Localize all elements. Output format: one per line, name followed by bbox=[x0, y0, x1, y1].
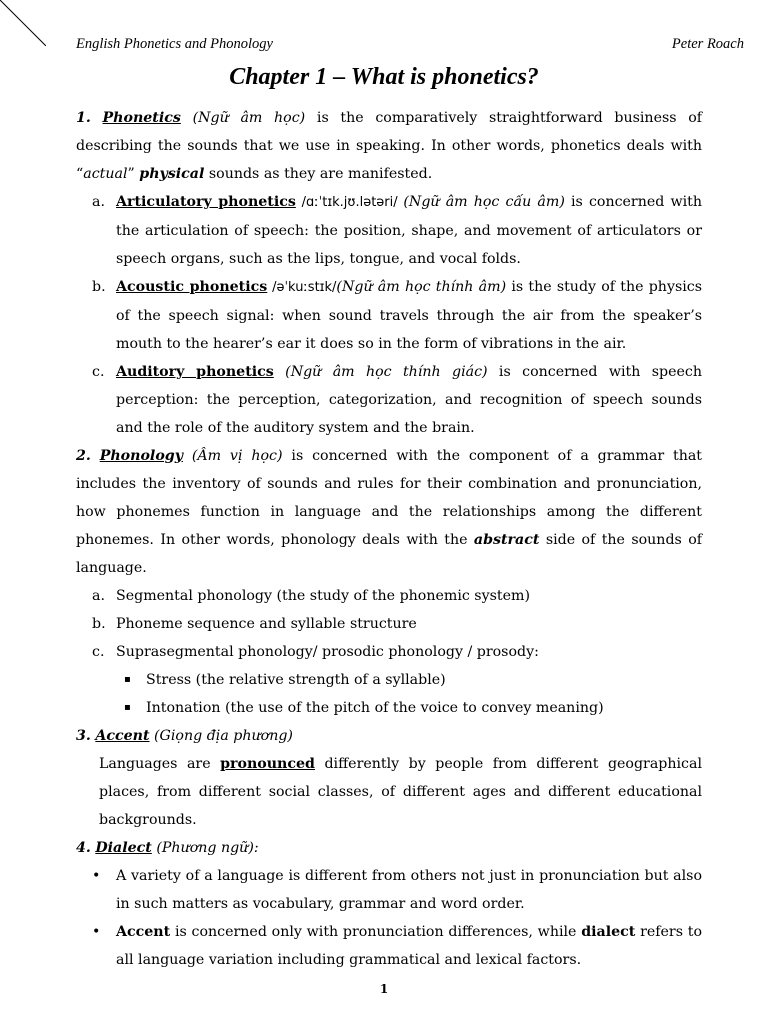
emphasis-accent: Accent bbox=[116, 924, 171, 940]
vietnamese-gloss: (Giọng địa phương) bbox=[149, 728, 293, 744]
ipa-transcription: /əˈkuːstɪk/ bbox=[267, 280, 337, 295]
term-accent: Accent bbox=[95, 728, 150, 744]
body-text: differently by people from different geographical places, from different social classes, of different ages and different educational backgrounds. bbox=[99, 756, 702, 828]
body-text: A variety of a language is different from others not just in pronunciation but also in such matters as vocabulary, grammar and word order. bbox=[116, 868, 702, 912]
page-number: 1 bbox=[379, 982, 389, 996]
body-text: Intonation (the use of the pitch of the voice to convey meaning) bbox=[146, 700, 604, 716]
emphasis-abstract: abstract bbox=[473, 532, 540, 548]
emphasis-pronounced: pronounced bbox=[220, 756, 315, 772]
body-text: refers to all language variation including grammatical and lexical factors. bbox=[116, 924, 702, 968]
list-item-auditory bbox=[76, 358, 702, 442]
body-text: Phoneme sequence and syllable structure bbox=[116, 616, 417, 632]
body-text: ” bbox=[127, 166, 140, 182]
sub-item-intonation bbox=[76, 694, 702, 722]
term-phonetics: Phonetics bbox=[102, 110, 181, 126]
term-acoustic-phonetics: Acoustic phonetics bbox=[116, 279, 268, 295]
list-item-acoustic bbox=[76, 273, 702, 358]
section-number: 2. bbox=[76, 448, 91, 464]
body-text: is concerned with the articulation of speech: the position, shape, and movement of articulators or speech organs, such as the lips, tongue, and vocal folds. bbox=[116, 194, 702, 267]
vietnamese-gloss: (Ngữ âm học) bbox=[192, 110, 306, 126]
body-text: is concerned with the component of a grammar that includes the inventory of sounds and rules for their combination and pronunciation, how phonemes function in language and the relationships among the different phonemes. In other words, phonology deals with the bbox=[76, 448, 703, 548]
body-text: Languages are bbox=[99, 756, 221, 772]
list-marker: b. bbox=[92, 279, 106, 295]
body-text: Suprasegmental phonology/ prosodic phonology / prosody: bbox=[116, 644, 539, 660]
bullet-item-variety bbox=[76, 862, 702, 918]
header-author: Peter Roach bbox=[671, 36, 744, 52]
body-text: is concerned only with pronunciation differences, while bbox=[170, 924, 582, 940]
term-auditory-phonetics: Auditory phonetics bbox=[116, 364, 274, 380]
bullet-icon: • bbox=[92, 868, 101, 884]
term-articulatory-phonetics: Articulatory phonetics bbox=[116, 194, 296, 210]
section-phonology-intro bbox=[76, 442, 702, 582]
vietnamese-gloss: (Ngữ âm học cấu âm) bbox=[403, 194, 565, 210]
list-marker: a. bbox=[92, 588, 105, 604]
section-number: 3. bbox=[76, 728, 91, 744]
body-text: sounds as they are manifested. bbox=[204, 166, 433, 182]
body-text: is concerned with speech perception: the perception, categorization, and recognition of speech sounds and the role of the auditory system and the brain. bbox=[116, 364, 702, 436]
section-phonetics-intro bbox=[76, 104, 702, 188]
list-item-articulatory bbox=[76, 188, 702, 273]
term-phonology: Phonology bbox=[99, 448, 183, 464]
section-number: 1. bbox=[76, 110, 91, 126]
list-marker: a. bbox=[92, 194, 105, 210]
vietnamese-gloss: (Ngữ âm học thính âm) bbox=[336, 279, 507, 295]
header-book-title: English Phonetics and Phonology bbox=[76, 36, 273, 52]
section-accent-heading bbox=[76, 722, 702, 750]
body-text: is the study of the physics of the speech signal: when sound travels through the air from the speaker’s mouth to the hearer’s ear it does so in the form of vibrations in the air. bbox=[116, 279, 703, 352]
list-item-suprasegmental bbox=[76, 638, 702, 666]
square-bullet-icon: ▪ bbox=[124, 702, 131, 713]
body-text: is the comparatively straightforward business of describing the sounds that we use in speaking. In other words, phonetics deals with “ bbox=[76, 110, 703, 182]
section-dialect-heading bbox=[76, 834, 702, 862]
ipa-transcription: /ɑːˈtɪk.jʊ.lətəri/ bbox=[295, 195, 404, 210]
term-dialect: Dialect bbox=[95, 840, 152, 856]
bullet-item-accent-vs-dialect bbox=[76, 918, 702, 974]
list-marker: b. bbox=[92, 616, 106, 632]
list-item-phoneme-sequence bbox=[76, 610, 702, 638]
chapter-title: Chapter 1 – What is phonetics? bbox=[229, 64, 539, 90]
section-number: 4. bbox=[76, 840, 91, 856]
list-marker: c. bbox=[92, 644, 105, 660]
square-bullet-icon: ▪ bbox=[124, 674, 131, 685]
body-text: side of the sounds of language. bbox=[76, 532, 702, 576]
emphasis-physical: physical bbox=[139, 166, 205, 182]
document-body bbox=[76, 104, 702, 974]
sub-item-stress bbox=[76, 666, 702, 694]
vietnamese-gloss: (Âm vị học) bbox=[182, 448, 283, 464]
emphasis-dialect: dialect bbox=[581, 924, 636, 940]
bullet-icon: • bbox=[92, 924, 101, 940]
body-text: Stress (the relative strength of a syllable) bbox=[146, 672, 446, 688]
corner-mark bbox=[0, 0, 46, 46]
section-accent-body bbox=[76, 750, 702, 834]
vietnamese-gloss: (Phương ngữ): bbox=[151, 840, 259, 856]
body-text: Segmental phonology (the study of the phonemic system) bbox=[116, 588, 530, 604]
list-item-segmental bbox=[76, 582, 702, 610]
list-marker: c. bbox=[92, 364, 105, 380]
emphasis-actual: actual bbox=[83, 166, 128, 182]
vietnamese-gloss: (Ngữ âm học thính giác) bbox=[273, 364, 488, 380]
